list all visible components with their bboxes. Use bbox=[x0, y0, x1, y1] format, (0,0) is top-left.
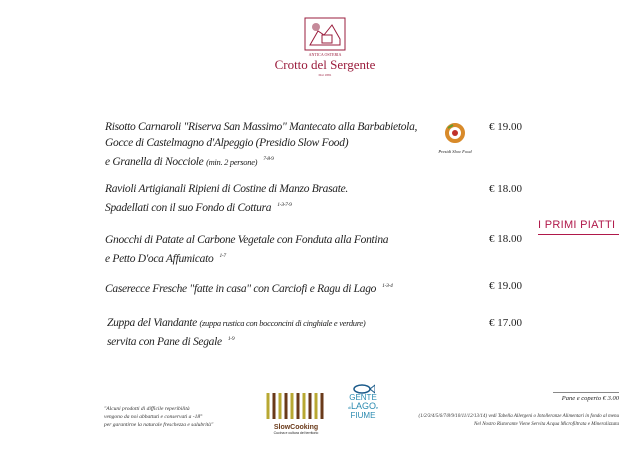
slowcooking-tagline: Cucina e cultura del territorio bbox=[273, 431, 319, 435]
dish-note: (zuppa rustica con bocconcini di cinghiale e verdure) bbox=[199, 318, 366, 328]
dish-line: Spadellati con il suo Fondo di Cottura bbox=[105, 201, 272, 214]
dish-zuppa bbox=[107, 315, 365, 350]
allergens: 1-7 bbox=[219, 253, 226, 259]
slowcooking-logo bbox=[262, 393, 330, 435]
logo-name: Crotto del Sergente bbox=[274, 57, 376, 72]
dish-note: (min. 2 persone) bbox=[206, 156, 258, 167]
footer-right-note bbox=[419, 413, 619, 429]
logo-word: e bbox=[375, 405, 379, 410]
gente-lago-fiume-logo bbox=[343, 384, 383, 420]
dish-caserecce bbox=[105, 278, 393, 297]
logo-word: LAGO bbox=[350, 401, 376, 411]
logo-emblem-icon bbox=[304, 17, 346, 51]
slowcooking-name: SlowCooking bbox=[273, 424, 319, 431]
dish-line: Ravioli Artigianali Ripieni di Costine di Manzo Brasate. bbox=[105, 183, 349, 195]
presidio-label: Presidi Slow Food bbox=[438, 149, 472, 154]
dish-gnocchi bbox=[105, 232, 388, 267]
allergens: 1-3-4 bbox=[382, 283, 393, 289]
dish-line: Caserecce Fresche "fatte in casa" con Carciofi e Ragu di Lago bbox=[105, 282, 377, 295]
dish-line: Gocce di Castelmagno d'Alpeggio (Presidio Slow Food) bbox=[105, 137, 349, 149]
note-line: vengono da noi abbattuti e conservati a -18° bbox=[104, 414, 203, 420]
logo-sub: Dal 1881 bbox=[318, 73, 332, 77]
logo-word: di bbox=[347, 405, 351, 410]
logo-top: ANTICA OSTERIA bbox=[308, 52, 342, 57]
dish-line: Zuppa del Viandante bbox=[107, 317, 197, 329]
note-line: (1/2/3/4/5/6/7/8/9/10/11/12/13/14) vedi Tabella Allergeni o Intolleranze Alimentari in fondo al menu bbox=[418, 414, 619, 419]
allergens: 1-3-7-9 bbox=[277, 202, 292, 208]
dish-line: Gnocchi di Patate al Carbone Vegetale con Fonduta alla Fontina bbox=[105, 234, 389, 246]
note-line: Nel Nostro Ristorante Viene Servita Acqua Microfiltrata e Mineralizzata bbox=[474, 422, 619, 427]
price: € 19.00 bbox=[489, 280, 522, 292]
price: € 18.00 bbox=[489, 183, 522, 195]
allergens: 7-8-9 bbox=[263, 156, 274, 162]
coperto: Pane e coperto € 3.00 bbox=[553, 392, 619, 402]
logo-word: GENTE bbox=[349, 393, 377, 402]
logo-word: FIUME bbox=[350, 411, 376, 420]
price: € 18.00 bbox=[489, 233, 522, 245]
note-line: per garantirne la naturale freschezza e salubrità" bbox=[104, 422, 214, 428]
presidio-slow-food-badge bbox=[433, 122, 477, 154]
slowcooking-stripes-icon bbox=[265, 393, 327, 419]
dish-line: Risotto Carnaroli "Riserva San Massimo" Mantecato alla Barbabietola, bbox=[105, 121, 418, 133]
note-line: "Alcuni prodotti di difficile reperibilità bbox=[104, 406, 190, 412]
dish-risotto bbox=[105, 119, 417, 170]
price: € 17.00 bbox=[489, 317, 522, 329]
dish-line: e Petto D'oca Affumicato bbox=[105, 252, 214, 265]
restaurant-logo bbox=[268, 17, 382, 77]
slow-food-icon bbox=[444, 122, 466, 144]
dish-ravioli bbox=[105, 181, 348, 216]
section-title: I PRIMI PIATTI bbox=[538, 219, 619, 235]
dish-line: e Granella di Nocciole bbox=[105, 155, 204, 168]
price: € 19.00 bbox=[489, 121, 522, 133]
footer-left-note bbox=[104, 405, 213, 429]
dish-line: servita con Pane di Segale bbox=[107, 335, 222, 348]
allergens: 1-9 bbox=[227, 336, 235, 342]
